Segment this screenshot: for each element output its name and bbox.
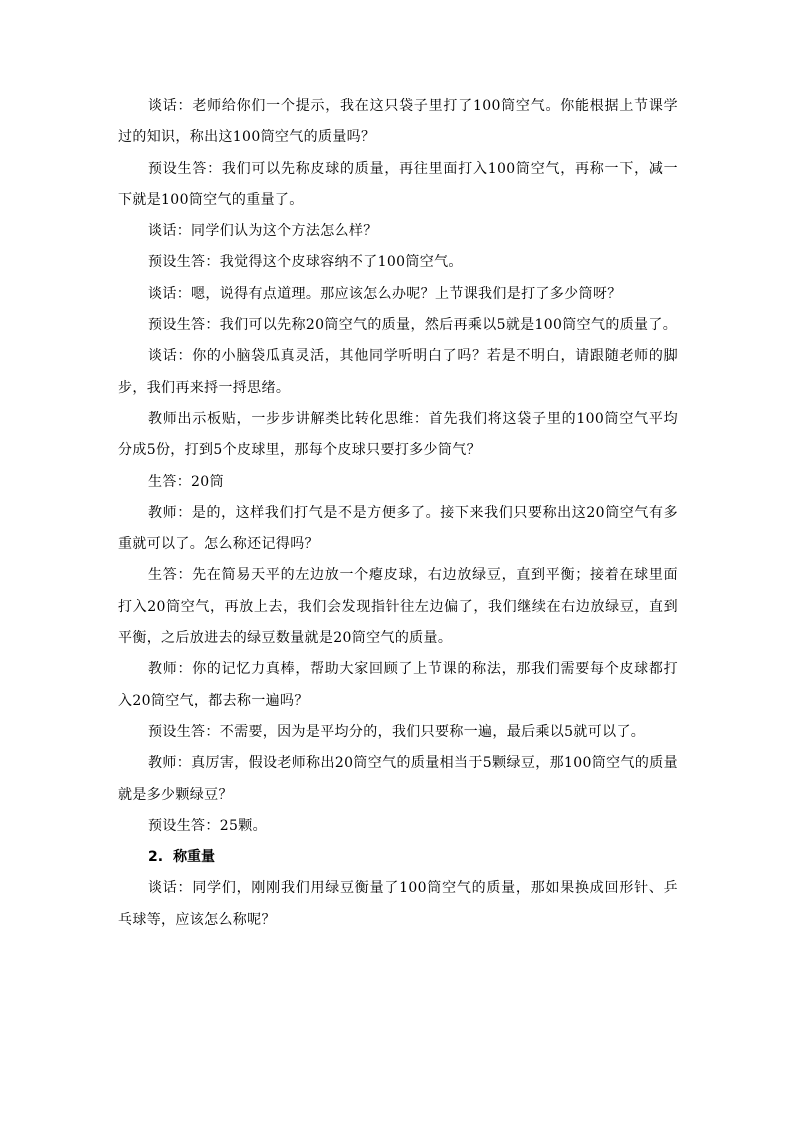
paragraph-student-answer-1: 预设生答：我们可以先称皮球的质量，再往里面打入100筒空气，再称一下，减一下就是100筒空气的重量了。 — [118, 160, 678, 208]
paragraph-teacher-explanation: 教师出示板贴，一步步讲解类比转化思维：首先我们将这袋子里的100筒空气平均分成5份，打到5个皮球里，那每个皮球只要打多少筒气？ — [118, 410, 678, 459]
paragraph-teacher-question-5: 谈话：同学们，刚刚我们用绿豆衡量了100筒空气的质量，那如果换成回形针、乒乓球等，应该怎么称呢？ — [118, 880, 678, 928]
paragraph-student-answer-3: 预设生答：我们可以先称20筒空气的质量，然后再乘以5就是100筒空气的质量了。 — [148, 317, 678, 334]
paragraph-teacher-question-4: 教师：真厉害，假设老师称出20筒空气的质量相当于5颗绿豆，那100筒空气的质量就是多少颗绿豆？ — [118, 755, 678, 803]
paragraph-teacher-question-2: 谈话：嗯，说得有点道理。那应该怎么办呢？上节课我们是打了多少筒呀？ — [148, 285, 622, 302]
paragraph-teacher-question-3: 教师：是的，这样我们打气是不是方便多了。接下来我们只要称出这20筒空气有多重就可以了。怎么称还记得吗？ — [118, 504, 678, 553]
section-number: 2. — [148, 849, 164, 866]
section-title: 称重量 — [173, 849, 216, 866]
paragraph-teacher-hint: 谈话：老师给你们一个提示，我在这只袋子里打了100筒空气。你能根据上节课学过的知识，称出这100筒空气的质量吗？ — [118, 98, 678, 146]
paragraph-student-answer-6: 预设生答：不需要，因为是平均分的，我们只要称一遍，最后乘以5就可以了。 — [148, 723, 646, 740]
document-body — [118, 91, 678, 936]
paragraph-teacher-praise-1: 谈话：你的小脑袋瓜真灵活，其他同学听明白了吗？若是不明白，请跟随老师的脚步，我们再来捋一捋思绪。 — [118, 348, 678, 396]
paragraph-student-answer-5: 生答：先在简易天平的左边放一个瘪皮球，右边放绿豆，直到平衡；接着在球里面打入20筒空气，再放上去，我们会发现指针往左边偏了，我们继续在右边放绿豆，直到平衡，之后放进去的绿豆数量就是20筒空气的质量。 — [118, 567, 678, 647]
paragraph-student-answer-2: 预设生答：我觉得这个皮球容纳不了100筒空气。 — [148, 254, 463, 271]
paragraph-student-answer-7: 预设生答：25颗。 — [148, 817, 267, 834]
section-heading — [118, 842, 678, 873]
paragraph-teacher-question-1: 谈话：同学们认为这个方法怎么样？ — [148, 223, 378, 240]
paragraph-student-answer-4: 生答：20筒 — [148, 473, 224, 490]
paragraph-teacher-praise-2: 教师：你的记忆力真棒，帮助大家回顾了上节课的称法，那我们需要每个皮球都打入20筒空气，都去称一遍吗？ — [118, 661, 678, 709]
